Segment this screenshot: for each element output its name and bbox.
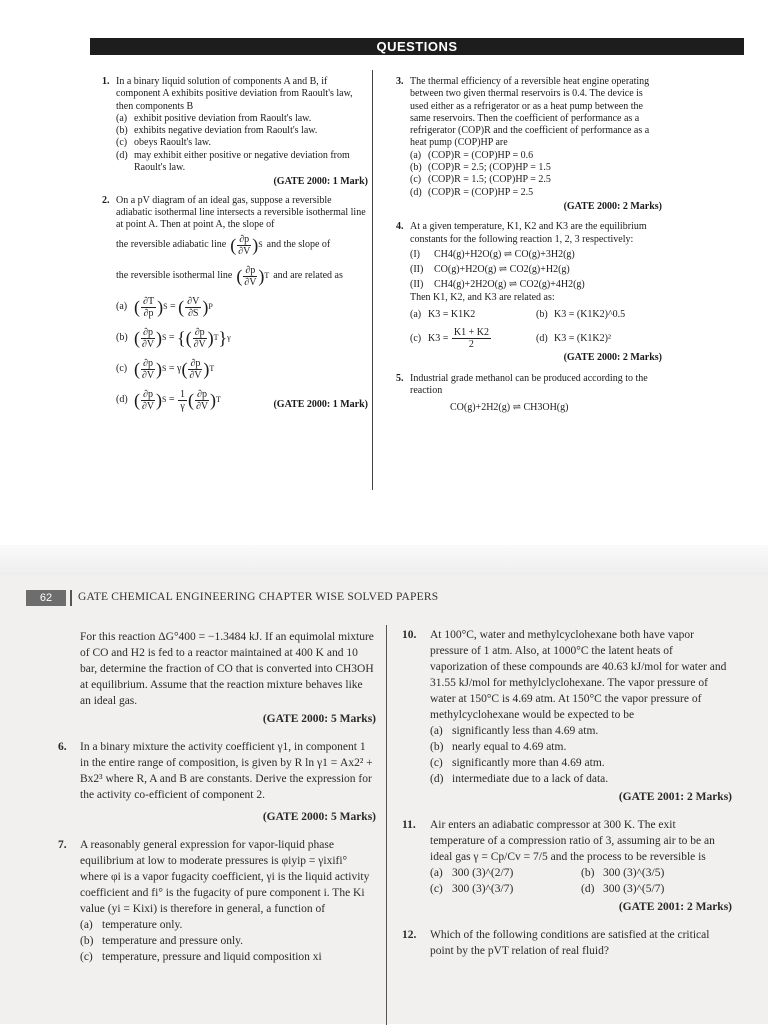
top-page bbox=[66, 0, 768, 545]
option bbox=[116, 389, 368, 412]
equation: ( $\frac{\partial p}{\partial V}$ ) S = $\frac{1}{\gamma}$ ( $\frac{\partial p}{\partial V}$ ) T bbox=[134, 388, 221, 412]
question-11 bbox=[402, 817, 732, 915]
option-label: (d) bbox=[430, 773, 444, 785]
section-title-bar: QUESTIONS bbox=[90, 38, 744, 55]
question-number: 1. bbox=[102, 76, 110, 87]
option-label: (c) bbox=[410, 332, 422, 344]
option bbox=[116, 150, 368, 175]
reaction-text: CH4(g)+2H2O(g) ⇌ CO2(g)+4H2(g) bbox=[434, 279, 585, 291]
option-text: significantly less than 4.69 atm. bbox=[452, 725, 599, 737]
column-divider bbox=[372, 70, 373, 490]
option-text: 300 (3)^(2/7) bbox=[452, 867, 514, 879]
option-text: 300 (3)^(3/5) bbox=[603, 867, 665, 879]
reaction-label: (II) bbox=[410, 279, 424, 291]
q2-text-part: the reversible isothermal line bbox=[116, 269, 233, 281]
marks-label: (GATE 2001: 2 Marks) bbox=[618, 901, 732, 913]
option-label: (a) bbox=[116, 300, 128, 312]
option-label: (a) bbox=[410, 149, 422, 161]
option-label: (d) bbox=[536, 332, 548, 344]
option bbox=[430, 723, 732, 739]
option bbox=[116, 113, 368, 125]
option-label: (c) bbox=[410, 174, 422, 186]
option bbox=[430, 755, 732, 771]
option-row bbox=[410, 309, 662, 321]
option-label: (b) bbox=[581, 867, 595, 879]
option-label: (a) bbox=[430, 725, 443, 737]
option-text: 300 (3)^(5/7) bbox=[603, 883, 665, 895]
option-text: may exhibit either positive or negative deviation from Raoult's law. bbox=[134, 149, 350, 174]
option bbox=[410, 174, 662, 186]
question-number: 6. bbox=[58, 741, 67, 753]
question-number: 12. bbox=[402, 929, 417, 941]
reaction-label: (I) bbox=[410, 248, 420, 260]
question-number: 10. bbox=[402, 629, 417, 641]
option-text: temperature and pressure only. bbox=[102, 935, 244, 947]
option bbox=[430, 771, 732, 787]
option-label: (d) bbox=[116, 149, 128, 161]
fraction-denominator: 2 bbox=[468, 339, 474, 351]
option-row bbox=[430, 881, 732, 897]
marks-label: (GATE 2000: 2 Marks) bbox=[563, 200, 662, 212]
option-text: K3 = (K1K2)^0.5 bbox=[554, 309, 626, 321]
option-text: nearly equal to 4.69 atm. bbox=[452, 741, 567, 753]
option bbox=[116, 137, 368, 149]
page-number: 62 bbox=[26, 590, 66, 606]
option-text: (COP)R = (COP)HP = 2.5 bbox=[428, 186, 534, 198]
marks-label: (GATE 2000: 2 Marks) bbox=[563, 352, 662, 364]
marks-label: (GATE 2000: 1 Mark) bbox=[273, 399, 368, 411]
marks-label: (GATE 2000: 5 Marks) bbox=[262, 811, 376, 823]
option-label: (c) bbox=[80, 951, 93, 963]
option-label: (a) bbox=[80, 919, 93, 931]
option-row bbox=[430, 865, 732, 881]
partial-derivative: ( $\frac{\partial p}{\partial V}$ ) T bbox=[236, 264, 270, 288]
reaction-equation: CO(g)+2H2(g) ⇌ CH3OH(g) bbox=[450, 402, 569, 414]
option-text: K3 = K1K2 bbox=[428, 309, 476, 321]
question-number: 7. bbox=[58, 839, 67, 851]
question-6 bbox=[58, 739, 376, 825]
option-text: obeys Raoult's law. bbox=[134, 137, 211, 149]
option-text: exhibits negative deviation from Raoult's law. bbox=[134, 125, 318, 137]
option-label: (a) bbox=[430, 867, 443, 879]
option-label: (a) bbox=[410, 309, 422, 321]
reaction bbox=[410, 249, 662, 261]
marks-label: (GATE 2001: 2 Marks) bbox=[618, 791, 732, 803]
question-number: 11. bbox=[402, 819, 416, 831]
option-text: K3 = bbox=[428, 332, 449, 344]
fraction bbox=[452, 327, 491, 350]
option bbox=[410, 187, 662, 199]
option-text: significantly more than 4.69 atm. bbox=[452, 757, 605, 769]
question-text: At 100°C, water and methylcyclohexane both have vapor pressure of 1 atm. Also, at 1000°C the latent heats of vaporization of these compounds are 40.63 kJ/mol for water and 31.55 kJ/mol for methylclyclohexane. The vapor pressure of water at 150°C is 4.69 atm. At 150°C the vapor pressure of methylcyclohexane would be expected to be bbox=[430, 629, 727, 721]
option-text: 300 (3)^(3/7) bbox=[452, 883, 514, 895]
question-text: Air enters an adiabatic compressor at 300 K. The exit temperature of a compression ratio of 3, assuming air to be an ideal gas γ = Cp/Cv = 7/5 and the process to be reversible is bbox=[430, 819, 715, 863]
q5-continuation: For this reaction ΔG°400 = −1.3484 kJ. If an equimolal mixture of CO and H2 is fed to a reactor maintained at 400 K and 10 bar, determine the fraction of CO that is converted into CH3OH at equilibrium. Assume that the reaction mixture behaves like an ideal gas. bbox=[80, 631, 374, 707]
equation: ( $\frac{\partial p}{\partial V}$ ) S = γ ( $\frac{\partial p}{\partial V}$ ) T bbox=[134, 357, 215, 381]
option-label: (c) bbox=[116, 137, 128, 149]
option-label: (d) bbox=[410, 186, 422, 198]
question-12 bbox=[402, 927, 732, 959]
option-label: (c) bbox=[116, 362, 128, 374]
reaction bbox=[410, 279, 662, 291]
running-header bbox=[0, 587, 768, 609]
option-text: exhibit positive deviation from Raoult's law. bbox=[134, 112, 312, 124]
option-label: (a) bbox=[116, 112, 128, 124]
option bbox=[410, 162, 662, 174]
question-2 bbox=[102, 195, 368, 412]
question-7 bbox=[58, 837, 376, 965]
question-5 bbox=[396, 373, 662, 415]
top-left-column bbox=[102, 76, 368, 412]
option-text: (COP)R = 2.5; (COP)HP = 1.5 bbox=[428, 162, 551, 174]
page-gap bbox=[0, 545, 768, 575]
option-label: (d) bbox=[581, 883, 595, 895]
option-label: (b) bbox=[410, 162, 422, 174]
question-text: On a pV diagram of an ideal gas, suppose a reversible adiabatic isothermal line intersects a reversible isothermal line at point A. Then at point A, the slope of bbox=[116, 194, 366, 231]
option-text: K3 = (K1K2)² bbox=[554, 332, 611, 344]
question-number: 2. bbox=[102, 194, 110, 206]
option-label: (b) bbox=[116, 125, 128, 137]
question-3 bbox=[396, 76, 662, 213]
reaction bbox=[410, 264, 662, 276]
option-text: (COP)R = (COP)HP = 0.6 bbox=[428, 149, 534, 161]
header-divider bbox=[70, 590, 72, 606]
option bbox=[410, 150, 662, 162]
equation: ( $\frac{\partial T}{\partial p}$ ) S = ( $\frac{\partial V}{\partial S}$ ) P bbox=[134, 295, 213, 319]
option-label: (b) bbox=[80, 935, 94, 947]
option-label: (b) bbox=[116, 331, 128, 343]
equation: ( $\frac{\partial p}{\partial V}$ ) S = { ( $\frac{\partial p}{\partial V}$ ) T } γ bbox=[134, 326, 231, 350]
option-label: (b) bbox=[536, 309, 548, 321]
fraction-numerator: K1 + K2 bbox=[453, 327, 489, 339]
option bbox=[116, 296, 368, 319]
option-row bbox=[410, 327, 662, 350]
q2-text-part: and the slope of bbox=[266, 238, 331, 250]
option bbox=[116, 358, 368, 381]
option-text: intermediate due to a lack of data. bbox=[452, 773, 609, 785]
question-10 bbox=[402, 627, 732, 805]
option bbox=[80, 917, 376, 933]
option bbox=[80, 949, 376, 965]
option-text: temperature, pressure and liquid composition xi bbox=[102, 951, 322, 963]
question-4 bbox=[396, 221, 662, 364]
reaction-text: CH4(g)+H2O(g) ⇌ CO(g)+3H2(g) bbox=[434, 248, 575, 260]
reaction-text: CO(g)+H2O(g) ⇌ CO2(g)+H2(g) bbox=[434, 264, 570, 276]
bottom-page bbox=[0, 575, 768, 1024]
question-number: 5. bbox=[396, 372, 404, 384]
question-text: In a binary liquid solution of components A and B, if component A exhibits positive deviation from Raoult's law, then components B bbox=[116, 76, 353, 112]
q4-then: Then K1, K2, and K3 are related as: bbox=[410, 291, 555, 303]
option bbox=[116, 125, 368, 137]
column-divider bbox=[386, 625, 387, 1025]
question-1 bbox=[102, 76, 368, 189]
option bbox=[80, 933, 376, 949]
option bbox=[116, 327, 368, 350]
question-text: Industrial grade methanol can be produced according to the reaction bbox=[410, 372, 648, 396]
option-text: temperature only. bbox=[102, 919, 183, 931]
question-number: 3. bbox=[396, 76, 404, 87]
marks-label: (GATE 2000: 5 Marks) bbox=[262, 713, 376, 725]
q2-text-part: the reversible adiabatic line bbox=[116, 238, 227, 250]
option-label: (c) bbox=[430, 883, 443, 895]
question-text: Which of the following conditions are satisfied at the critical point by the pVT relation of real fluid? bbox=[430, 929, 710, 957]
q2-text-part: and are related as bbox=[273, 269, 343, 281]
reaction-label: (II) bbox=[410, 264, 424, 276]
question-text: The thermal efficiency of a reversible heat engine operating between two given thermal reservoirs is 0.4. The device is used either as a refrigerator or as a heat pump between the same reservoirs. Then the coefficient of performance as a refrigerator (COP)R and the coefficient of performance as a heat pump (COP)HP are bbox=[410, 76, 650, 149]
option-label: (d) bbox=[116, 393, 128, 405]
bottom-left-column bbox=[58, 629, 376, 965]
partial-derivative: ( $\frac{\partial p}{\partial V}$ ) S bbox=[230, 233, 263, 257]
question-text: In a binary mixture the activity coefficient γ1, in component 1 in the entire range of composition, is given by R ln γ1 = Ax2² + Bx2³ where R, A and B are constants. Derive the expression for the activity co-efficient of component 2. bbox=[80, 741, 373, 801]
marks-label: (GATE 2000: 1 Mark) bbox=[273, 176, 368, 188]
option-label: (b) bbox=[430, 741, 444, 753]
question-text: At a given temperature, K1, K2 and K3 are the equilibrium constants for the following reaction 1, 2, 3 respectively: bbox=[410, 221, 647, 245]
question-text: A reasonably general expression for vapor-liquid phase equilibrium at low to moderate pressures is φiyip = γixifi° where φi is a vapor fugacity coefficient, γi is the liquid activity coefficient and fi° is the fugacity of pure component i. The Ki value (yi = Kixi) is therefore in general, a function of bbox=[80, 839, 370, 915]
question-number: 4. bbox=[396, 221, 404, 233]
bottom-right-column bbox=[402, 627, 732, 959]
option-text: (COP)R = 1.5; (COP)HP = 2.5 bbox=[428, 174, 551, 186]
option-label: (c) bbox=[430, 757, 443, 769]
option bbox=[430, 739, 732, 755]
top-right-column bbox=[396, 76, 662, 415]
header-title: GATE CHEMICAL ENGINEERING CHAPTER WISE SOLVED PAPERS bbox=[78, 591, 439, 603]
